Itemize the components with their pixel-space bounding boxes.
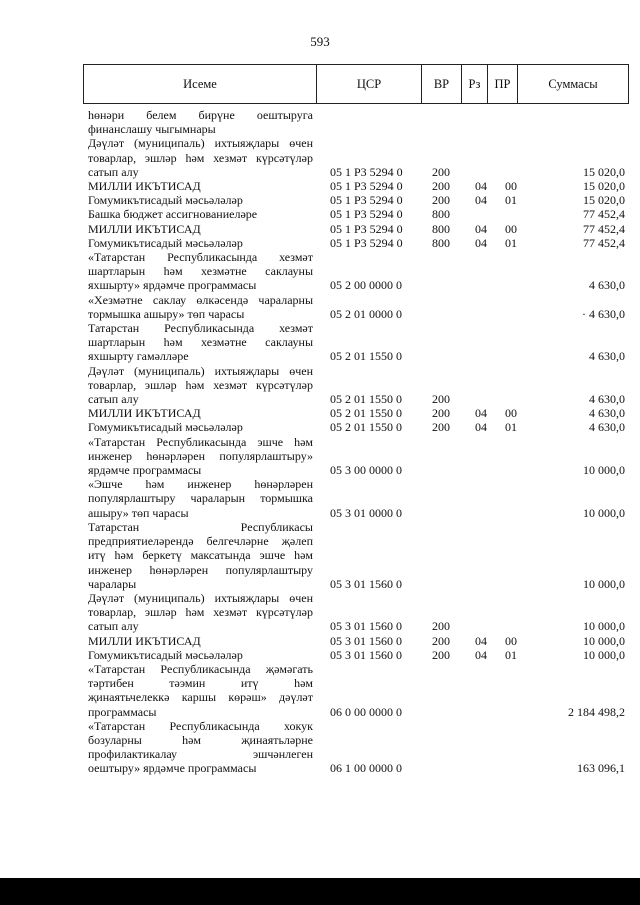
row-name-line: профилактикалау эшчәнлеген bbox=[88, 747, 313, 762]
row-name-line: ашыру» төп чарасы bbox=[88, 505, 189, 520]
row-name-line: «Эшче һәм инженер һөнәрләрен bbox=[88, 477, 313, 492]
row-name-line: Башка бюджет ассигнованиеләре bbox=[88, 207, 258, 222]
row-name bbox=[88, 207, 313, 221]
row-name-line: «Хезмәтне саклау өлкәсендә чараларны bbox=[88, 292, 313, 307]
row-csr: 05 3 01 1560 0 bbox=[330, 633, 402, 648]
row-name-line: финанслашу чыгымнары bbox=[88, 122, 216, 137]
row-name-line: Дәүләт (муниципаль) ихтыяҗлары өчен bbox=[88, 363, 313, 378]
row-sum: 4 630,0 bbox=[589, 406, 625, 421]
row-sum: 77 452,4 bbox=[583, 221, 625, 236]
table-row bbox=[88, 250, 628, 293]
row-name bbox=[88, 591, 313, 634]
row-csr: 05 1 Р3 5294 0 bbox=[330, 164, 403, 179]
row-name bbox=[88, 321, 313, 364]
row-name-line: Дәүләт (муниципаль) ихтыяҗлары өчен bbox=[88, 136, 313, 151]
header-rz: Рз bbox=[462, 65, 488, 103]
row-name bbox=[88, 520, 313, 591]
row-sum: 10 000,0 bbox=[583, 463, 625, 478]
row-csr: 05 3 01 1560 0 bbox=[330, 576, 402, 591]
row-name-line: итү һәм беркетү максатында эшче һәм bbox=[88, 548, 313, 563]
row-name-line: чаралары bbox=[88, 576, 137, 591]
row-sum: · 4 630,0 bbox=[582, 306, 625, 321]
row-name-line: һөнәри белем бирүне оештыруга bbox=[88, 108, 313, 122]
row-name-line: «Татарстан Республикасында җәмәгать bbox=[88, 661, 313, 676]
row-name-line: оештыру» ярдәмче программасы bbox=[88, 761, 257, 776]
table-row bbox=[88, 179, 628, 193]
row-pr: 01 bbox=[505, 647, 517, 662]
table-row bbox=[88, 193, 628, 207]
row-name-line: Дәүләт (муниципаль) ихтыяҗлары өчен bbox=[88, 590, 313, 605]
row-name-line: популярлаштыру чараларын тормышка bbox=[88, 491, 313, 506]
header-sum: Суммасы bbox=[548, 76, 598, 91]
row-name bbox=[88, 250, 313, 293]
row-rz: 04 bbox=[475, 179, 487, 194]
row-name-line: яхшырту гамәлләре bbox=[88, 349, 189, 364]
row-sum: 77 452,4 bbox=[583, 235, 625, 250]
row-vr: 200 bbox=[432, 164, 450, 179]
row-sum: 163 096,1 bbox=[577, 761, 625, 776]
row-csr: 05 2 00 0000 0 bbox=[330, 278, 402, 293]
row-sum: 10 000,0 bbox=[583, 647, 625, 662]
row-sum: 15 020,0 bbox=[583, 179, 625, 194]
row-csr: 05 2 01 0000 0 bbox=[330, 306, 402, 321]
row-name-line: җинаятьчелеккә каршы көрәш» дәүләт bbox=[88, 690, 313, 705]
row-name bbox=[88, 435, 313, 478]
row-name-line: предприятиеләрендә белгечләрне җәлеп bbox=[88, 534, 313, 549]
row-csr: 05 2 01 1550 0 bbox=[330, 392, 402, 407]
row-sum: 4 630,0 bbox=[589, 392, 625, 407]
row-name-line: «Татарстан Республикасында хезмәт bbox=[88, 250, 313, 265]
row-rz: 04 bbox=[475, 221, 487, 236]
row-name bbox=[88, 364, 313, 407]
table-row bbox=[88, 634, 628, 648]
table-row bbox=[88, 207, 628, 221]
table-row bbox=[88, 520, 628, 591]
row-name bbox=[88, 719, 313, 776]
row-rz: 04 bbox=[475, 633, 487, 648]
row-sum: 15 020,0 bbox=[583, 164, 625, 179]
row-csr: 05 1 Р3 5294 0 bbox=[330, 193, 403, 208]
row-rz: 04 bbox=[475, 647, 487, 662]
row-sum: 10 000,0 bbox=[583, 633, 625, 648]
row-rz: 04 bbox=[475, 235, 487, 250]
row-name-line: Татарстан Республикасы bbox=[88, 519, 313, 534]
row-name bbox=[88, 420, 313, 434]
table-row bbox=[88, 108, 628, 136]
row-name-line: сатып алу bbox=[88, 164, 139, 179]
table-row bbox=[88, 420, 628, 434]
table-row bbox=[88, 406, 628, 420]
row-vr: 200 bbox=[432, 619, 450, 634]
table-row bbox=[88, 662, 628, 719]
row-vr: 200 bbox=[432, 193, 450, 208]
row-csr: 05 3 01 0000 0 bbox=[330, 505, 402, 520]
row-name bbox=[88, 406, 313, 420]
row-name-line: товарлар, эшләр һәм хезмәт күрсәтүләр bbox=[88, 605, 313, 620]
row-name bbox=[88, 293, 313, 321]
row-name-line: товарлар, эшләр һәм хезмәт күрсәтүләр bbox=[88, 377, 313, 392]
row-name bbox=[88, 193, 313, 207]
row-name-line: сатып алу bbox=[88, 392, 139, 407]
row-sum: 10 000,0 bbox=[583, 576, 625, 591]
row-csr: 05 1 Р3 5294 0 bbox=[330, 207, 403, 222]
row-name bbox=[88, 477, 313, 520]
row-pr: 01 bbox=[505, 193, 517, 208]
row-csr: 06 0 00 0000 0 bbox=[330, 704, 402, 719]
row-name-line: Гомумикътисадый мәсьәләләр bbox=[88, 193, 243, 208]
row-name bbox=[88, 136, 313, 179]
row-csr: 05 2 01 1550 0 bbox=[330, 420, 402, 435]
row-name-line: инженер һөнәрләрен популярлаштыру bbox=[88, 562, 313, 577]
table-row bbox=[88, 435, 628, 478]
row-vr: 800 bbox=[432, 207, 450, 222]
row-sum: 10 000,0 bbox=[583, 505, 625, 520]
row-name-line: Гомумикътисадый мәсьәләләр bbox=[88, 420, 243, 435]
header-csr: ЦСР bbox=[317, 65, 422, 103]
row-name-line: шартларын һәм хезмәтне саклауны bbox=[88, 335, 313, 350]
row-rz: 04 bbox=[475, 193, 487, 208]
row-vr: 200 bbox=[432, 406, 450, 421]
row-pr: 00 bbox=[505, 179, 517, 194]
row-vr: 800 bbox=[432, 221, 450, 236]
row-pr: 00 bbox=[505, 406, 517, 421]
row-name-line: «Татарстан Республикасында хокук bbox=[88, 718, 313, 733]
row-name-line: бозуларны һәм җинаятьләрне bbox=[88, 732, 313, 747]
row-pr: 00 bbox=[505, 221, 517, 236]
row-csr: 05 3 00 0000 0 bbox=[330, 463, 402, 478]
header-name: Исеме bbox=[84, 65, 317, 103]
row-name-line: «Татарстан Республикасында эшче һәм bbox=[88, 434, 313, 449]
row-csr: 05 1 Р3 5294 0 bbox=[330, 179, 403, 194]
row-name bbox=[88, 662, 313, 719]
row-csr: 05 3 01 1560 0 bbox=[330, 647, 402, 662]
row-name-line: тәртибен тәэмин итү һәм bbox=[88, 676, 313, 691]
row-csr: 05 2 01 1550 0 bbox=[330, 349, 402, 364]
row-name-line: Гомумикътисадый мәсьәләләр bbox=[88, 235, 243, 250]
table-row bbox=[88, 136, 628, 179]
row-name-line: Гомумикътисадый мәсьәләләр bbox=[88, 647, 243, 662]
table-row bbox=[88, 477, 628, 520]
row-sum: 4 630,0 bbox=[589, 420, 625, 435]
row-name bbox=[88, 222, 313, 236]
header-vr: ВР bbox=[422, 65, 462, 103]
scan-bottom-border bbox=[0, 878, 640, 905]
row-name-line: ярдәмче программасы bbox=[88, 463, 202, 478]
row-name bbox=[88, 236, 313, 250]
row-vr: 800 bbox=[432, 235, 450, 250]
row-sum: 77 452,4 bbox=[583, 207, 625, 222]
row-name-line: шартларын һәм хезмәтне саклауны bbox=[88, 264, 313, 279]
row-pr: 00 bbox=[505, 633, 517, 648]
row-name-line: инженер һөнәрләрен популярлаштыру» bbox=[88, 448, 313, 463]
row-name-line: товарлар, эшләр һәм хезмәт күрсәтүләр bbox=[88, 150, 313, 165]
row-name-line: МИЛЛИ ИКЪТИСАД bbox=[88, 179, 201, 194]
table-row bbox=[88, 236, 628, 250]
row-vr: 200 bbox=[432, 647, 450, 662]
row-vr: 200 bbox=[432, 420, 450, 435]
row-name-line: яхшырту» ярдәмче программасы bbox=[88, 278, 257, 293]
row-vr: 200 bbox=[432, 392, 450, 407]
row-name-line: МИЛЛИ ИКЪТИСАД bbox=[88, 221, 201, 236]
row-sum: 4 630,0 bbox=[589, 278, 625, 293]
header-pr: ПР bbox=[488, 65, 518, 103]
row-sum: 10 000,0 bbox=[583, 619, 625, 634]
row-name-line: сатып алу bbox=[88, 619, 139, 634]
row-name-line: МИЛЛИ ИКЪТИСАД bbox=[88, 633, 201, 648]
row-pr: 01 bbox=[505, 420, 517, 435]
row-rz: 04 bbox=[475, 406, 487, 421]
row-csr: 05 1 Р3 5294 0 bbox=[330, 235, 403, 250]
row-name-line: Татарстан Республикасында хезмәт bbox=[88, 321, 313, 336]
row-sum: 15 020,0 bbox=[583, 193, 625, 208]
row-csr: 05 1 Р3 5294 0 bbox=[330, 221, 403, 236]
table-row bbox=[88, 321, 628, 364]
row-vr: 200 bbox=[432, 633, 450, 648]
row-vr: 200 bbox=[432, 179, 450, 194]
table-row bbox=[88, 222, 628, 236]
table-header bbox=[83, 64, 629, 104]
table-row bbox=[88, 648, 628, 662]
row-rz: 04 bbox=[475, 420, 487, 435]
table-row bbox=[88, 293, 628, 321]
row-sum: 2 184 498,2 bbox=[568, 704, 625, 719]
row-name bbox=[88, 108, 313, 136]
row-csr: 05 3 01 1560 0 bbox=[330, 619, 402, 634]
row-name bbox=[88, 179, 313, 193]
row-name-line: тормышка ашыру» төп чарасы bbox=[88, 306, 245, 321]
row-name bbox=[88, 648, 313, 662]
table-row bbox=[88, 591, 628, 634]
row-name bbox=[88, 634, 313, 648]
table-body bbox=[88, 108, 628, 776]
row-pr: 01 bbox=[505, 235, 517, 250]
table-row bbox=[88, 719, 628, 776]
row-csr: 05 2 01 1550 0 bbox=[330, 406, 402, 421]
row-name-line: МИЛЛИ ИКЪТИСАД bbox=[88, 406, 201, 421]
row-csr: 06 1 00 0000 0 bbox=[330, 761, 402, 776]
page-number: 593 bbox=[310, 34, 330, 49]
table-row bbox=[88, 364, 628, 407]
row-name-line: программасы bbox=[88, 704, 157, 719]
row-sum: 4 630,0 bbox=[589, 349, 625, 364]
